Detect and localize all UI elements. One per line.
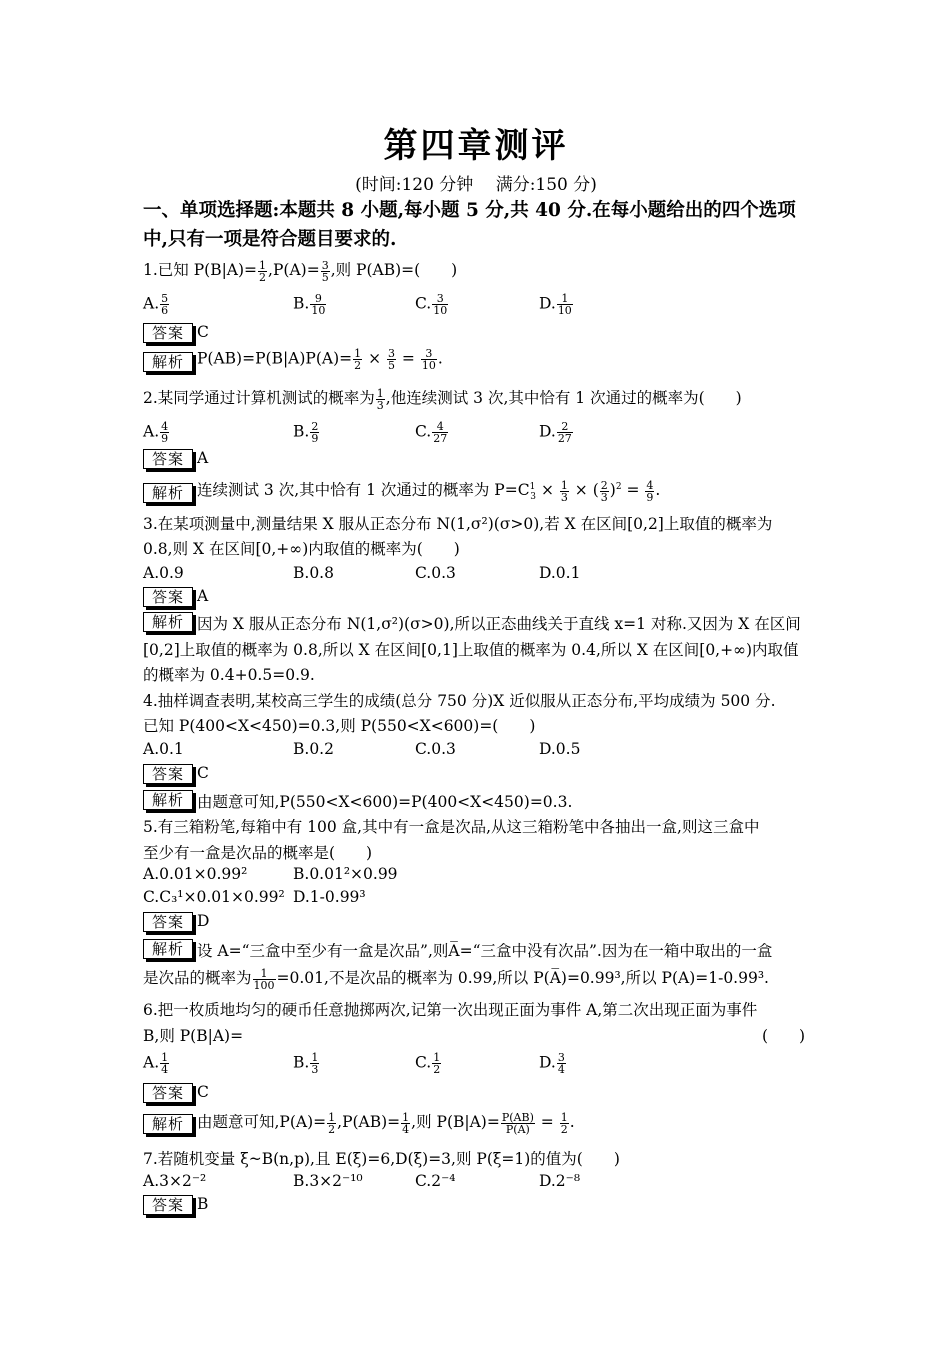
q4-option-d: D.0.5 xyxy=(539,740,581,758)
page-subtitle: (时间:120 分钟 满分:150 分) xyxy=(355,175,597,195)
q2-option-a: A. $\frac{4}{9}$ xyxy=(143,420,169,445)
question-3-line-1: 3.在某项测量中,测量结果 X 服从正态分布 N(1,σ²)(σ>0),若 X 在区间[0,2]上取值的概率为 xyxy=(143,515,773,533)
q2-option-d: D. $\frac{2}{27}$ xyxy=(539,420,572,445)
question-5-line-1: 5.有三箱粉笔,每箱中有 100 盒,其中有一盒是次品,从这三箱粉笔中各抽出一盒,则这三盒中 xyxy=(143,818,760,836)
q5-analysis-line-1: 设 A=“三盒中至少有一盒是次品”,则A̅=“三盒中没有次品”.因为在一箱中取出的一盒 xyxy=(197,942,773,960)
q1-stem-suffix: ,则 P(AB)=( ) xyxy=(330,261,458,279)
q7-answer: B xyxy=(197,1195,209,1213)
answer-label: 答案 xyxy=(143,764,193,784)
q5-option-a: A.0.01×0.99² xyxy=(143,865,248,883)
question-7: 7.若随机变量 ξ~B(n,p),且 E(ξ)=6,D(ξ)=3,则 P(ξ=1)的值为( ) xyxy=(143,1150,620,1168)
question-4-line-2: 已知 P(400<X<450)=0.3,则 P(550<X<600)=( ) xyxy=(143,717,536,735)
question-2: 2.某同学通过计算机测试的概率为 $\frac{1}{3}$ ,他连续测试 3 次,其中恰有 1 次通过的概率为( ) xyxy=(143,386,742,412)
q6-option-d: D. $\frac{3}{4}$ xyxy=(539,1051,565,1076)
q1-analysis: P(AB)=P(B|A)P(A)= $\frac{1}{2}$ × $\frac{3}{5}$ = $\frac{3}{10}$ . xyxy=(197,347,443,372)
question-3-line-2: 0.8,则 X 在区间[0,+∞)内取值的概率为( ) xyxy=(143,540,460,558)
q2-option-b: B. $\frac{2}{9}$ xyxy=(293,420,319,445)
q3-analysis-line-2: [0,2]上取值的概率为 0.8,所以 X 在区间[0,1]上取值的概率为 0.4,所以 X 在区间[0,+∞)内取值 xyxy=(143,641,799,659)
q6-answer-paren: ( ) xyxy=(762,1027,806,1045)
fraction: $\frac{1}{2}$ xyxy=(259,258,267,284)
page-title: 第四章测评 xyxy=(383,126,569,166)
answer-label: 答案 xyxy=(143,587,193,607)
question-6-line-2: B,则 P(B|A)= xyxy=(143,1027,244,1045)
q1-option-c: C. $\frac{3}{10}$ xyxy=(415,292,448,317)
analysis-label: 解析 xyxy=(143,790,193,810)
q7-option-a: A.3×2⁻² xyxy=(143,1172,207,1190)
q5-option-d: D.1-0.99³ xyxy=(293,888,366,906)
q1-option-b: B. $\frac{9}{10}$ xyxy=(293,292,326,317)
q3-analysis-line-3: 的概率为 0.4+0.5=0.9. xyxy=(143,666,315,684)
question-5-line-2: 至少有一盒是次品的概率是( ) xyxy=(143,844,373,862)
q1-option-d: D. $\frac{1}{10}$ xyxy=(539,292,572,317)
q3-analysis-line-1: 因为 X 服从正态分布 N(1,σ²)(σ>0),所以正态曲线关于直线 x=1 对称.又因为 X 在区间 xyxy=(197,615,801,633)
q5-analysis-line-2: 是次品的概率为 $\frac{1}{100}$ =0.01,不是次品的概率为 0.99,所以 P(A̅)=0.99³,所以 P(A)=1-0.99³. xyxy=(143,966,769,992)
q3-answer: A xyxy=(197,587,209,605)
question-4-line-1: 4.抽样调查表明,某校高三学生的成绩(总分 750 分)X 近似服从正态分布,平均成绩为 500 分. xyxy=(143,692,776,710)
answer-label: 答案 xyxy=(143,912,193,932)
analysis-label: 解析 xyxy=(143,939,193,959)
q6-option-b: B. $\frac{1}{3}$ xyxy=(293,1051,319,1076)
q5-option-c: C.C₃¹×0.01×0.99² xyxy=(143,888,285,906)
question-1 xyxy=(143,258,457,283)
q4-option-a: A.0.1 xyxy=(143,740,184,758)
q1-stem-prefix: 1.已知 P(B|A)= xyxy=(143,261,258,279)
q2-analysis: 连续测试 3 次,其中恰有 1 次通过的概率为 $P=C^1_3$ × $\frac{1}{3}$ × ( $\frac{2}{3}$ )$^2$ = $\frac{4}{9}$ . xyxy=(197,478,661,504)
analysis-label: 解析 xyxy=(143,483,193,503)
q7-option-b: B.3×2⁻¹⁰ xyxy=(293,1172,363,1190)
q5-option-b: B.0.01²×0.99 xyxy=(293,865,398,883)
q6-option-a: A. $\frac{1}{4}$ xyxy=(143,1051,169,1076)
q4-analysis: 由题意可知,P(550<X<600)=P(400<X<450)=0.3. xyxy=(197,793,573,811)
q7-option-d: D.2⁻⁸ xyxy=(539,1172,581,1190)
q6-answer: C xyxy=(197,1083,209,1101)
q5-answer: D xyxy=(197,912,210,930)
analysis-label: 解析 xyxy=(143,352,193,372)
q1-option-a: A. $\frac{5}{6}$ xyxy=(143,292,169,317)
q4-option-c: C.0.3 xyxy=(415,740,456,758)
analysis-label: 解析 xyxy=(143,612,193,632)
analysis-label: 解析 xyxy=(143,1114,193,1134)
q1-answer: C xyxy=(197,323,209,341)
q6-analysis: 由题意可知,P(A)= $\frac{1}{2}$ ,P(AB)= $\frac{1}{4}$ ,则 P(B|A)= $\frac{P(AB)}{P(A)}$ = $\frac{1}{2}$ . xyxy=(197,1110,575,1136)
q2-option-c: C. $\frac{4}{27}$ xyxy=(415,420,448,445)
q3-option-a: A.0.9 xyxy=(143,564,184,582)
q7-option-c: C.2⁻⁴ xyxy=(415,1172,456,1190)
q3-option-b: B.0.8 xyxy=(293,564,334,582)
answer-label: 答案 xyxy=(143,449,193,469)
q4-answer: C xyxy=(197,764,209,782)
q3-option-c: C.0.3 xyxy=(415,564,456,582)
q3-option-d: D.0.1 xyxy=(539,564,581,582)
section-heading: 一、单项选择题:本题共 8 小题,每小题 5 分,共 40 分.在每小题给出的四个选项中,只有一项是符合题目要求的. xyxy=(143,200,796,250)
fraction: $\frac{3}{5}$ xyxy=(321,258,329,284)
answer-label: 答案 xyxy=(143,1195,193,1215)
q1-stem-mid: ,P(A)= xyxy=(268,261,320,279)
question-6-line-1: 6.把一枚质地均匀的硬币任意抛掷两次,记第一次出现正面为事件 A,第二次出现正面为事件 xyxy=(143,1001,758,1019)
answer-label: 答案 xyxy=(143,323,193,343)
q6-option-c: C. $\frac{1}{2}$ xyxy=(415,1051,441,1076)
answer-label: 答案 xyxy=(143,1083,193,1103)
q2-answer: A xyxy=(197,449,209,467)
q4-option-b: B.0.2 xyxy=(293,740,334,758)
